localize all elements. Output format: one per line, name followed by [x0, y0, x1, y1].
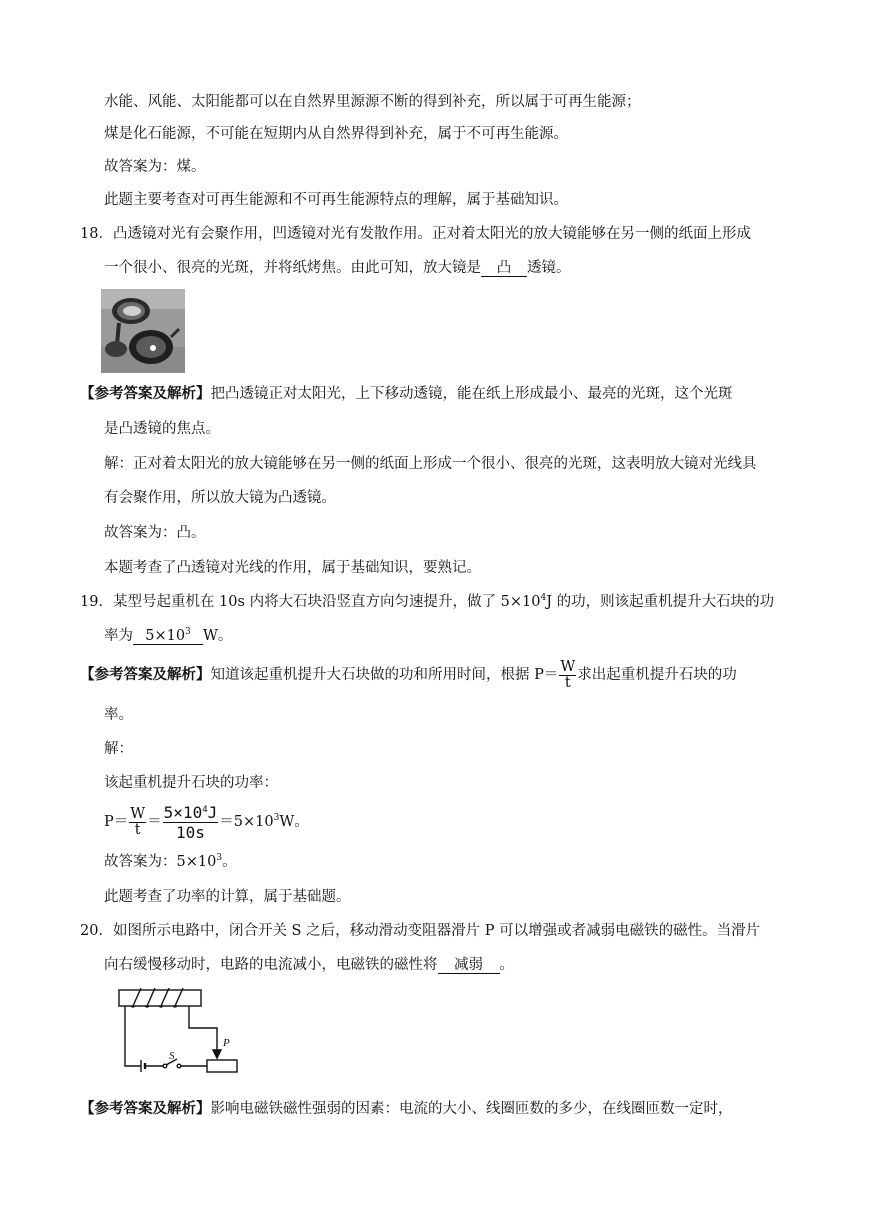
formula-fraction	[129, 807, 146, 838]
magnifier-photo	[101, 289, 185, 373]
power-formula	[104, 802, 309, 842]
analysis-text: 求出起重机提升石块的功	[577, 667, 737, 683]
numerator-value: 5×10	[163, 802, 203, 822]
question-text: J 的功，则该起重机提升大石块的功	[546, 594, 775, 610]
exponent: 3	[185, 627, 191, 637]
question-19	[80, 593, 774, 611]
question-text: 向右缓慢移动时，电路的电流减小，电磁铁的磁性将	[104, 957, 438, 973]
solution-text: 解：正对着太阳光的放大镜能够在另一侧的纸面上形成一个很小、很亮的光斑，这表明放大镜对光线具	[104, 456, 757, 472]
fraction-denominator: t	[134, 821, 141, 838]
solution-label: 解：	[104, 741, 133, 757]
exponent: 4	[202, 804, 208, 815]
power-fraction	[559, 660, 576, 691]
answer-blank	[133, 628, 203, 645]
analysis-text: 知道该起重机提升大石块做的功和所用时间，根据 P＝	[210, 667, 559, 683]
text-line: 水能、风能、太阳能都可以在自然界里源源不断的得到补充，所以属于可再生能源；	[104, 94, 641, 110]
fraction-denominator: t	[564, 674, 571, 691]
question-text: 率为	[104, 628, 133, 644]
formula-text: ＝5×10	[219, 814, 274, 830]
analysis-text: 把凸透镜正对太阳光，上下移动透镜，能在纸上形成最小、最亮的光斑，这个光斑	[210, 386, 733, 402]
note-text: 此题考查了功率的计算，属于基础题。	[104, 889, 351, 905]
formula-text: W。	[279, 814, 309, 830]
numerator-unit: J	[207, 802, 218, 822]
magnifier-focusing-sunlight-photo-icon	[101, 289, 185, 373]
answer-value: 5×10	[145, 628, 186, 644]
final-answer: 故答案为：凸。	[104, 525, 206, 541]
exponent: 3	[273, 813, 280, 823]
text-line: 故答案为：煤。	[104, 159, 206, 175]
question-19-line2	[104, 627, 232, 645]
analysis-text: 率。	[104, 707, 133, 723]
electromagnet-circuit-diagram	[113, 988, 243, 1074]
question-number: 19．	[80, 594, 113, 610]
fraction-numerator: W	[560, 658, 576, 675]
formula-text: ＝	[147, 814, 162, 830]
question-number: 20．	[80, 923, 113, 939]
analysis-19	[80, 658, 737, 692]
circuit-diagram-icon	[113, 988, 243, 1074]
fraction-numerator: W	[130, 805, 146, 822]
final-answer-text: 。	[222, 854, 237, 870]
question-18-line2	[104, 259, 571, 277]
analysis-label: 【参考答案及解析】	[80, 1100, 211, 1117]
analysis-20	[80, 1100, 733, 1118]
analysis-text: 影响电磁铁磁性强弱的因素：电流的大小、线圈匝数的多少，在线圈匝数一定时，	[210, 1101, 733, 1117]
note-text: 本题考查了凸透镜对光线的作用，属于基础知识，要熟记。	[104, 560, 481, 576]
analysis-label: 【参考答案及解析】	[80, 666, 211, 683]
solution-text: 该起重机提升石块的功率：	[104, 775, 278, 791]
fraction-denominator: 10s	[176, 822, 205, 842]
switch-label: S	[169, 1050, 175, 1062]
question-18	[80, 225, 751, 243]
exponent: 4	[540, 593, 547, 603]
question-text: W。	[203, 628, 233, 644]
exponent: 3	[216, 853, 223, 863]
question-text: 凸透镜对光有会聚作用，凹透镜对光有发散作用。正对着太阳光的放大镜能够在另一侧的纸面上形成	[112, 226, 751, 242]
final-answer-text: 故答案为：5×10	[104, 854, 217, 870]
fraction-numerator	[163, 803, 219, 823]
answer-blank: 减弱	[438, 957, 500, 974]
question-number: 18．	[80, 226, 113, 242]
question-text: 某型号起重机在 10s 内将大石块沿竖直方向匀速提升，做了 5×10	[112, 594, 541, 610]
analysis-18	[80, 385, 733, 403]
question-20-line2	[104, 956, 514, 974]
solution-text: 有会聚作用，所以放大镜为凸透镜。	[104, 490, 336, 506]
question-text: 一个很小、很亮的光斑，并将纸烤焦。由此可知，放大镜是	[104, 260, 481, 276]
question-20	[80, 922, 760, 940]
analysis-text: 是凸透镜的焦点。	[104, 421, 220, 437]
question-text: 。	[499, 957, 514, 973]
slider-label: P	[223, 1037, 230, 1049]
formula-fraction-values	[163, 803, 219, 842]
question-text: 如图所示电路中，闭合开关 S 之后，移动滑动变阻器滑片 P 可以增强或者减弱电磁铁的磁性。当滑片	[112, 923, 761, 939]
text-line: 煤是化石能源，不可能在短期内从自然界得到补充，属于不可再生能源。	[104, 126, 568, 142]
text-line: 此题主要考查对可再生能源和不可再生能源特点的理解，属于基础知识。	[104, 192, 568, 208]
question-text: 透镜。	[527, 260, 571, 276]
final-answer	[104, 853, 237, 871]
answer-blank: 凸	[481, 260, 527, 277]
analysis-label: 【参考答案及解析】	[80, 385, 211, 402]
formula-text: P＝	[104, 814, 129, 830]
